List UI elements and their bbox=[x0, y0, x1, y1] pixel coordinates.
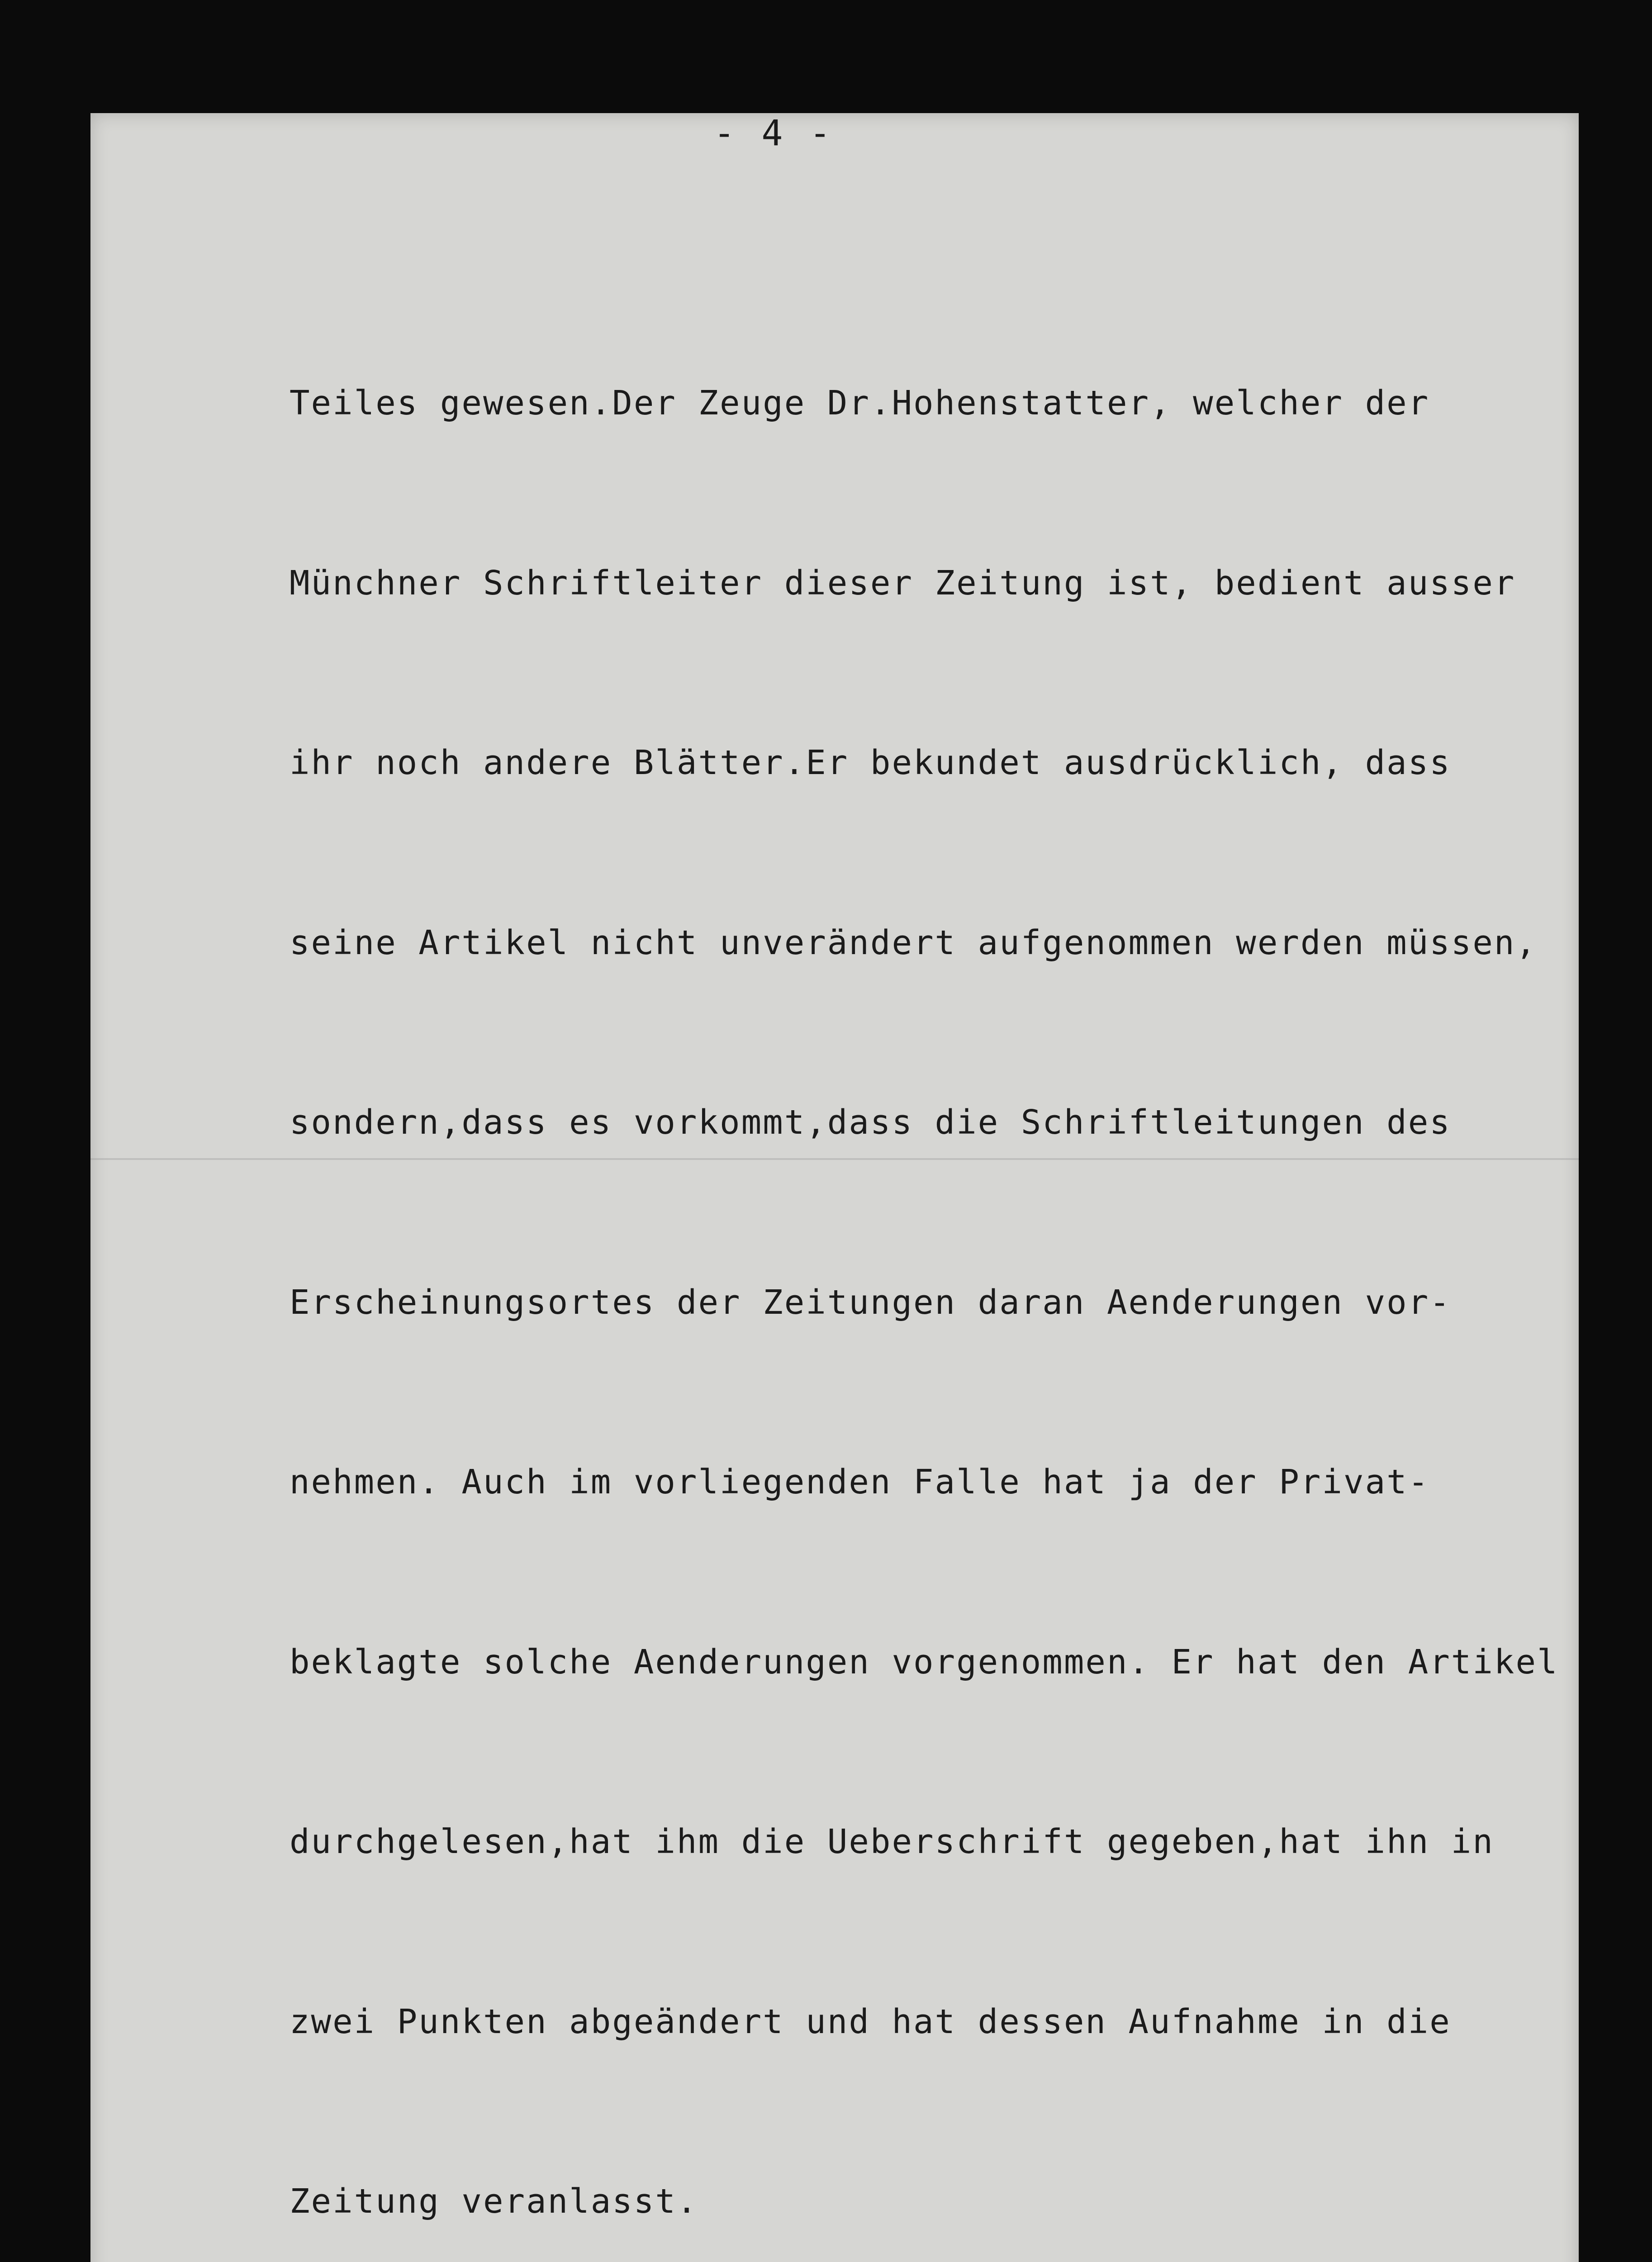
text-line: nehmen. Auch im vorliegenden Falle hat ja der Privat- bbox=[290, 1463, 1430, 1502]
text-line: seine Artikel nicht unverändert aufgenommen werden müssen, bbox=[290, 923, 1538, 962]
text-line: Teiles gewesen.Der Zeuge Dr.Hohenstatter, welcher der bbox=[290, 384, 1430, 423]
page-number: - 4 - bbox=[713, 113, 834, 154]
text-line: Erscheinungsortes der Zeitungen daran Aenderungen vor- bbox=[290, 1283, 1451, 1322]
text-line: Zeitung veranlasst. bbox=[290, 2182, 698, 2221]
text-line: beklagte solche Aenderungen vorgenommen. Er hat den Artikel bbox=[290, 1642, 1559, 1682]
text-line: ihr noch andere Blätter.Er bekundet ausdrücklich, dass bbox=[290, 743, 1451, 782]
typewritten-text bbox=[290, 253, 1574, 2262]
text-line: zwei Punkten abgeändert und hat dessen Aufnahme in die bbox=[290, 2002, 1451, 2041]
text-line: sondern,dass es vorkommt,dass die Schriftleitungen des bbox=[290, 1103, 1451, 1142]
text-line: durchgelesen,hat ihm die Ueberschrift gegeben,hat ihn in bbox=[290, 1822, 1494, 1861]
text-line: Münchner Schriftleiter dieser Zeitung ist, bedient ausser bbox=[290, 563, 1516, 603]
